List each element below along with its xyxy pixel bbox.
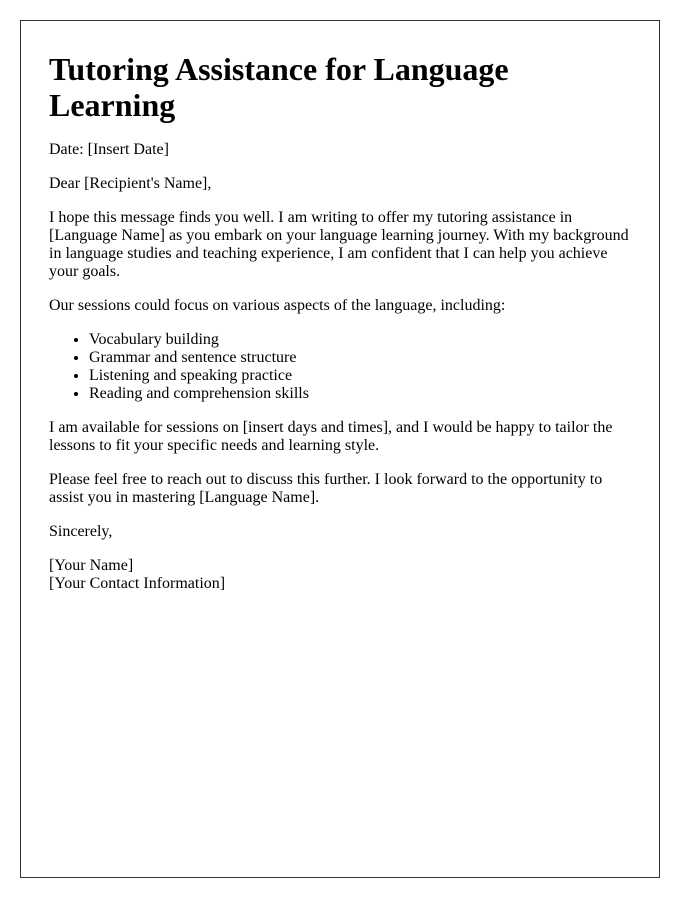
availability-paragraph: I am available for sessions on [insert days and times], and I would be happy to tailor the lessons to fit your specific needs and learning style. — [49, 419, 613, 454]
letter-salutation: Dear [Recipient's Name], — [49, 175, 212, 192]
letter-date: Date: [Insert Date] — [49, 141, 169, 158]
signature-block — [49, 557, 631, 593]
list-item: • Listening and speaking practice — [89, 367, 631, 385]
list-item: • Grammar and sentence structure — [89, 349, 631, 367]
letter-title: Tutoring Assistance for Language Learning — [49, 51, 509, 123]
letter-closing: Sincerely, — [49, 523, 113, 540]
intro-paragraph: I hope this message finds you well. I am writing to offer my tutoring assistance in [Language Name] as you embark on your language learning journey. With my background in language studies and teaching experience, I am confident that I can help you achieve your goals. — [49, 209, 629, 280]
list-item: • Reading and comprehension skills — [89, 385, 631, 403]
contact-paragraph: Please feel free to reach out to discuss this further. I look forward to the opportunity to assist you in mastering [Language Name]. — [49, 471, 603, 506]
focus-list — [49, 331, 631, 403]
focus-intro-paragraph: Our sessions could focus on various aspects of the language, including: — [49, 297, 506, 314]
list-item: • Vocabulary building — [89, 331, 631, 349]
letter-page — [20, 20, 660, 878]
signature-contact: [Your Contact Information] — [49, 575, 226, 592]
signature-name: [Your Name] — [49, 557, 134, 574]
